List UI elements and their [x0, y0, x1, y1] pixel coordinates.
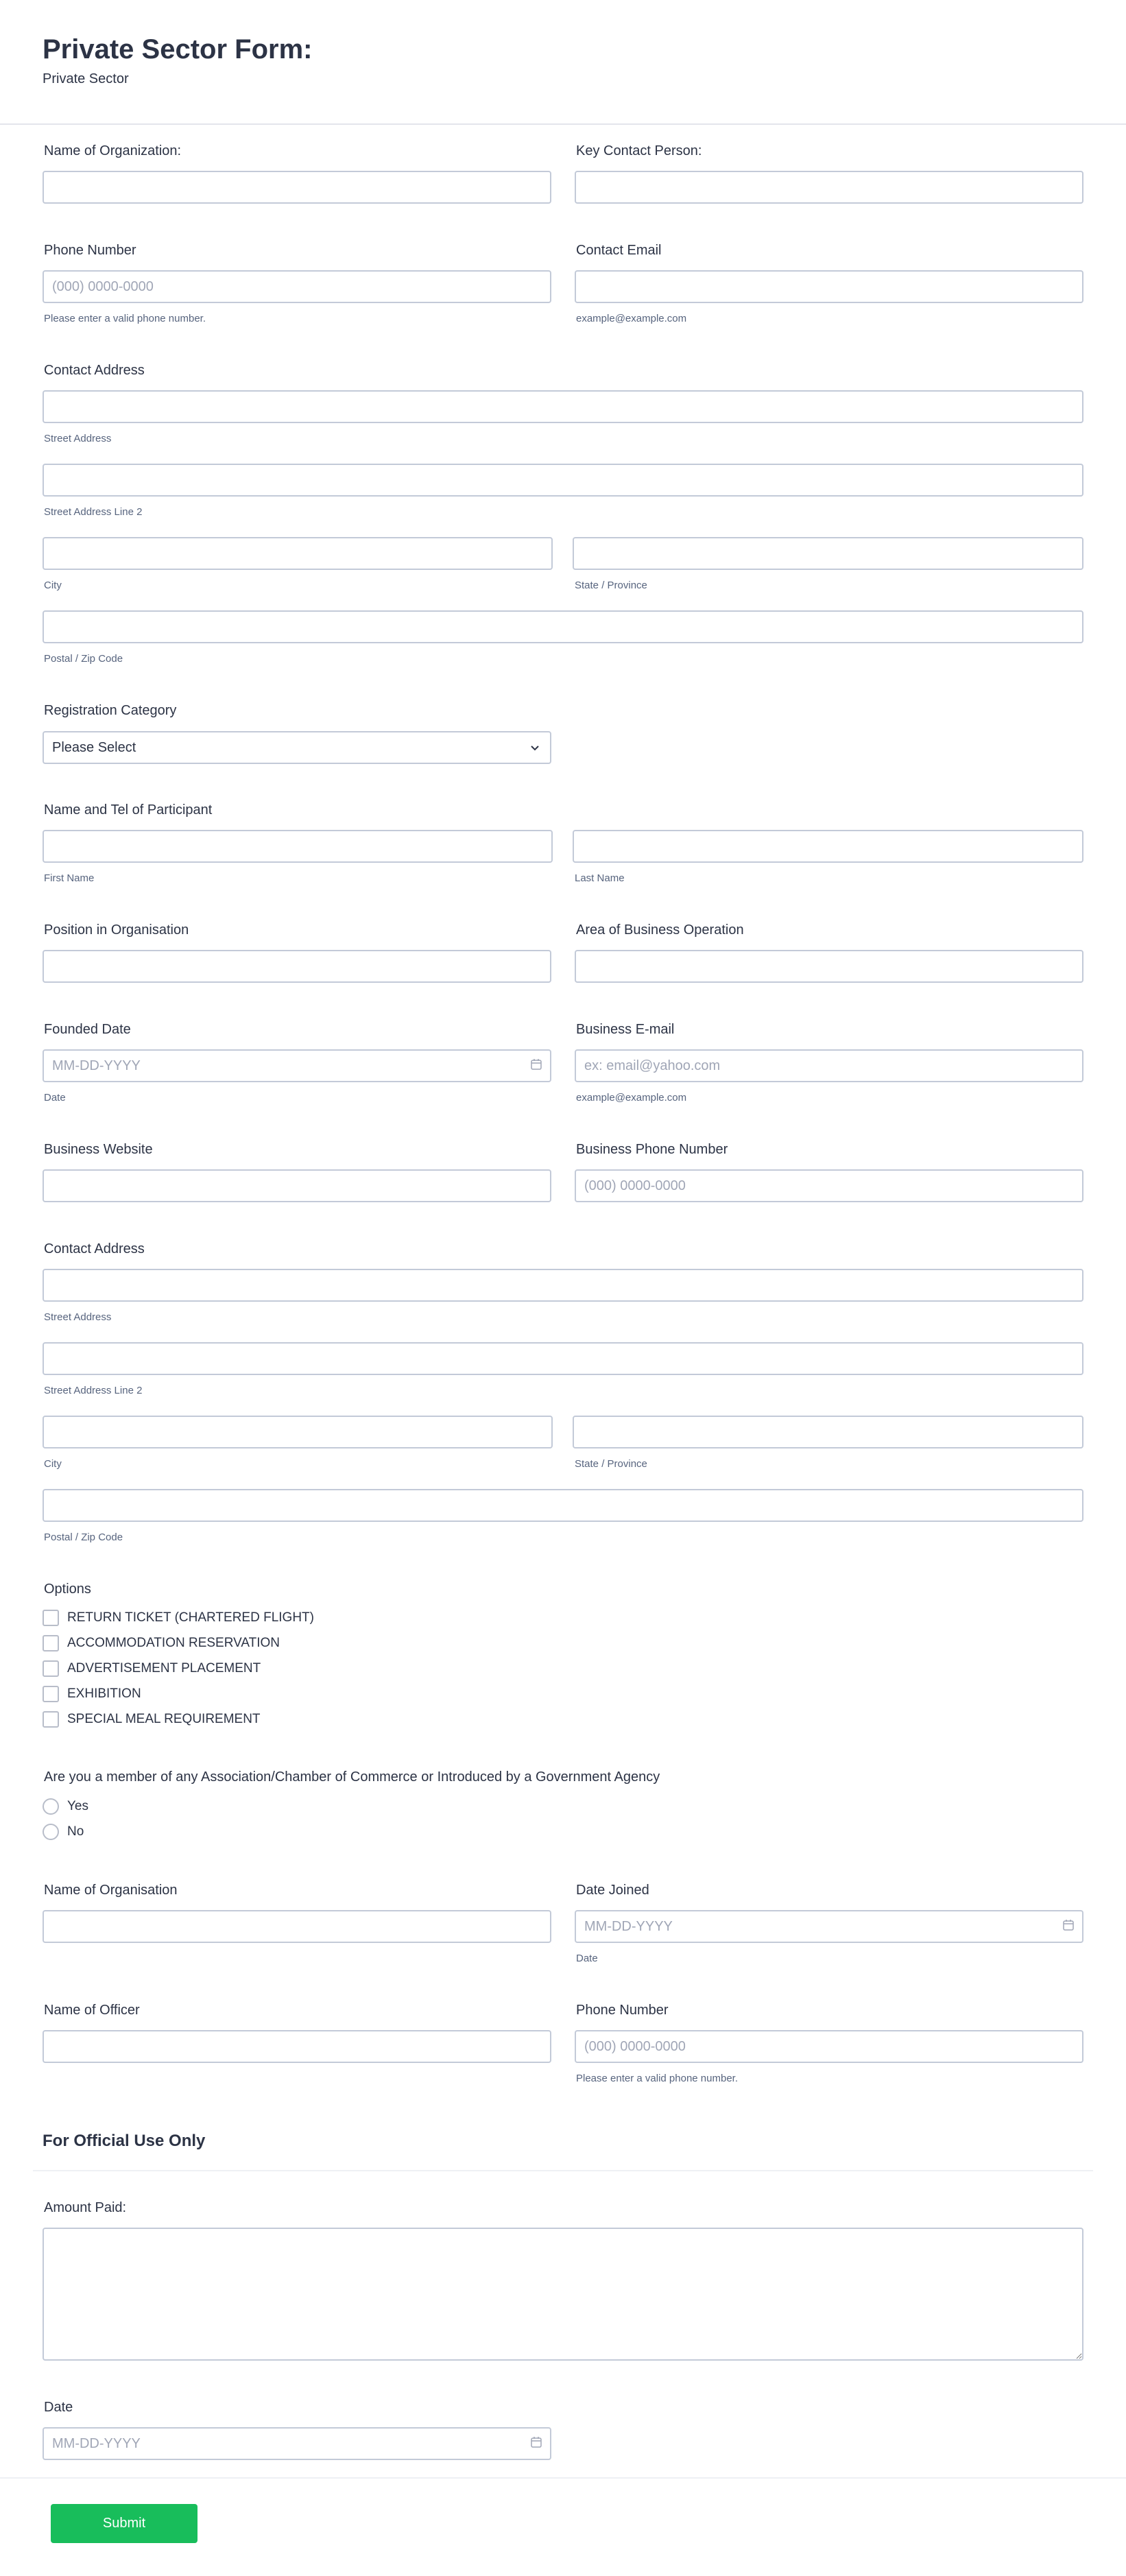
membership-radio-yes-label[interactable]: Yes: [67, 1799, 88, 1813]
officer-phone-input[interactable]: [575, 2030, 1083, 2063]
state-2-hint: State / Province: [575, 1458, 647, 1470]
official-use-divider: [33, 2170, 1093, 2171]
official-use-heading: For Official Use Only: [43, 2132, 206, 2150]
first-name-input[interactable]: [43, 830, 553, 863]
state-2-input[interactable]: [573, 1416, 1083, 1448]
official-date-field[interactable]: [43, 2427, 551, 2460]
calendar-icon[interactable]: [1062, 1918, 1075, 1932]
amount-paid-textarea[interactable]: [43, 2228, 1083, 2361]
option-checkbox-special-meal[interactable]: [43, 1711, 59, 1728]
street-address-line2-2-input[interactable]: [43, 1342, 1083, 1375]
city-input[interactable]: [43, 537, 553, 570]
org-name-input[interactable]: [43, 171, 551, 204]
contact-address-label: Contact Address: [44, 363, 145, 378]
street-address-line2-hint: Street Address Line 2: [44, 506, 143, 518]
option-checkbox-advertisement[interactable]: [43, 1660, 59, 1677]
key-contact-input[interactable]: [575, 171, 1083, 204]
last-name-input[interactable]: [573, 830, 1083, 863]
registration-category-value: Please Select: [52, 739, 136, 755]
org-name-label: Name of Organization:: [44, 143, 182, 158]
city-hint: City: [44, 580, 62, 591]
calendar-icon[interactable]: [529, 2435, 543, 2449]
contact-email-input[interactable]: [575, 270, 1083, 303]
position-label: Position in Organisation: [44, 922, 189, 938]
option-label-accommodation[interactable]: ACCOMMODATION RESERVATION: [67, 1636, 280, 1650]
street-address-line2-2-hint: Street Address Line 2: [44, 1385, 143, 1396]
officer-name-label: Name of Officer: [44, 2003, 140, 2018]
amount-paid-label: Amount Paid:: [44, 2200, 127, 2215]
business-website-input[interactable]: [43, 1169, 551, 1202]
contact-address-2-label: Contact Address: [44, 1241, 145, 1256]
officer-phone-hint: Please enter a valid phone number.: [576, 2073, 738, 2084]
participant-label: Name and Tel of Participant: [44, 802, 213, 818]
city-2-hint: City: [44, 1458, 62, 1470]
street-address-hint: Street Address: [44, 433, 112, 444]
contact-email-hint: example@example.com: [576, 313, 687, 324]
street-address-input[interactable]: [43, 390, 1083, 423]
zip-2-hint: Postal / Zip Code: [44, 1531, 123, 1543]
date-joined-label: Date Joined: [576, 1883, 649, 1898]
date-joined-hint: Date: [576, 1953, 598, 1964]
membership-radio-yes[interactable]: [43, 1798, 59, 1815]
founded-date-label: Founded Date: [44, 1022, 131, 1037]
business-email-hint: example@example.com: [576, 1092, 687, 1104]
official-date-input[interactable]: [43, 2427, 551, 2460]
form-subtitle: Private Sector: [43, 71, 129, 86]
contact-email-label: Contact Email: [576, 243, 662, 258]
street-address-line2-input[interactable]: [43, 464, 1083, 497]
form-title: Private Sector Form:: [43, 34, 313, 64]
officer-name-input[interactable]: [43, 2030, 551, 2063]
founded-date-hint: Date: [44, 1092, 66, 1104]
business-area-input[interactable]: [575, 950, 1083, 983]
zip-input[interactable]: [43, 610, 1083, 643]
business-email-label: Business E-mail: [576, 1022, 675, 1037]
business-area-label: Area of Business Operation: [576, 922, 744, 938]
footer-divider: [0, 2477, 1126, 2479]
founded-date-field[interactable]: [43, 1049, 551, 1082]
zip-2-input[interactable]: [43, 1489, 1083, 1522]
calendar-icon[interactable]: [529, 1058, 543, 1071]
options-label: Options: [44, 1582, 91, 1597]
business-phone-input[interactable]: [575, 1169, 1083, 1202]
business-email-input[interactable]: [575, 1049, 1083, 1082]
option-label-advertisement[interactable]: ADVERTISEMENT PLACEMENT: [67, 1661, 261, 1675]
phone-hint: Please enter a valid phone number.: [44, 313, 206, 324]
officer-phone-label: Phone Number: [576, 2003, 669, 2018]
chevron-down-icon: [528, 741, 542, 754]
phone-label: Phone Number: [44, 243, 136, 258]
membership-radio-no-label[interactable]: No: [67, 1824, 84, 1839]
founded-date-input[interactable]: [43, 1049, 551, 1082]
option-checkbox-exhibition[interactable]: [43, 1686, 59, 1702]
option-checkbox-accommodation[interactable]: [43, 1635, 59, 1651]
date-joined-input[interactable]: [575, 1910, 1083, 1943]
zip-hint: Postal / Zip Code: [44, 653, 123, 665]
key-contact-label: Key Contact Person:: [576, 143, 702, 158]
date-joined-field[interactable]: [575, 1910, 1083, 1943]
registration-category-select[interactable]: [43, 731, 551, 764]
option-label-return-ticket[interactable]: RETURN TICKET (CHARTERED FLIGHT): [67, 1610, 314, 1625]
header-divider: [0, 123, 1126, 125]
membership-radio-no[interactable]: [43, 1824, 59, 1840]
member-org-input[interactable]: [43, 1910, 551, 1943]
state-input[interactable]: [573, 537, 1083, 570]
option-checkbox-return-ticket[interactable]: [43, 1610, 59, 1626]
submit-button[interactable]: Submit: [51, 2504, 197, 2543]
membership-question-label: Are you a member of any Association/Chamber of Commerce or Introduced by a Government Agency: [44, 1769, 660, 1785]
option-label-exhibition[interactable]: EXHIBITION: [67, 1686, 141, 1701]
member-org-label: Name of Organisation: [44, 1883, 178, 1898]
registration-category-label: Registration Category: [44, 703, 177, 718]
street-address-2-input[interactable]: [43, 1269, 1083, 1302]
state-hint: State / Province: [575, 580, 647, 591]
business-phone-label: Business Phone Number: [576, 1142, 728, 1157]
last-name-hint: Last Name: [575, 872, 625, 884]
option-label-special-meal[interactable]: SPECIAL MEAL REQUIREMENT: [67, 1712, 261, 1726]
first-name-hint: First Name: [44, 872, 95, 884]
business-website-label: Business Website: [44, 1142, 153, 1157]
position-input[interactable]: [43, 950, 551, 983]
official-date-label: Date: [44, 2400, 73, 2415]
city-2-input[interactable]: [43, 1416, 553, 1448]
street-address-2-hint: Street Address: [44, 1311, 112, 1323]
phone-input[interactable]: [43, 270, 551, 303]
